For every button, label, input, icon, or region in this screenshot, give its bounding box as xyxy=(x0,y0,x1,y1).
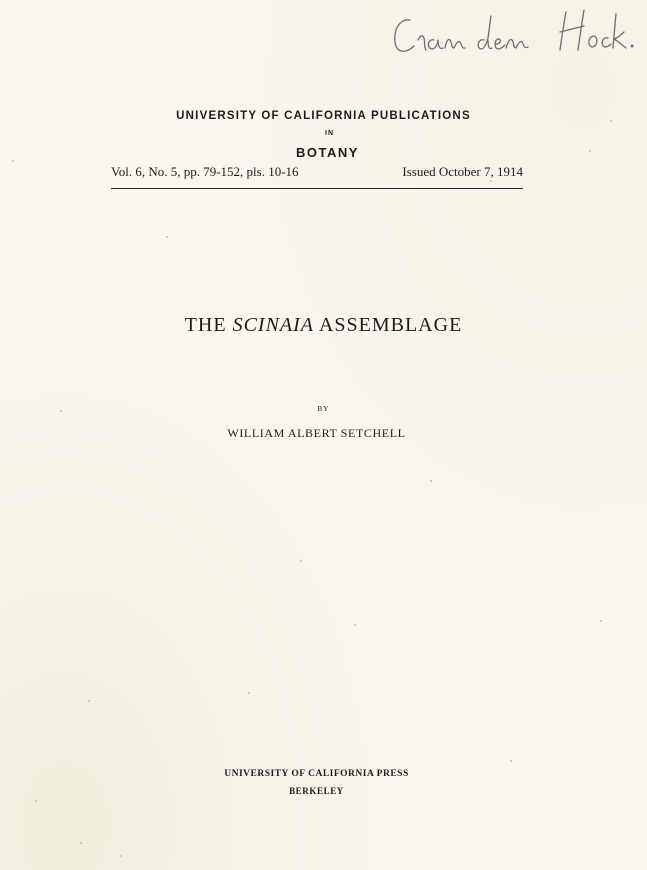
publisher: UNIVERSITY OF CALIFORNIA PRESS xyxy=(224,769,409,779)
paper-speck xyxy=(430,480,432,482)
paper-speck xyxy=(510,760,512,762)
paper-speck xyxy=(354,624,356,626)
paper-speck xyxy=(300,560,302,562)
series-title: UNIVERSITY OF CALIFORNIA PUBLICATIONS xyxy=(176,110,471,122)
title-prefix: THE xyxy=(184,314,227,336)
paper-speck xyxy=(120,855,122,857)
title-suffix: ASSEMBLAGE xyxy=(318,314,463,336)
paper-speck xyxy=(600,620,602,622)
series-in-label: IN xyxy=(325,130,334,137)
title-genus: SCINAIA xyxy=(232,314,315,336)
by-label: BY xyxy=(317,404,330,413)
paper-speck xyxy=(12,160,14,162)
paper-speck xyxy=(35,800,37,802)
paper-speck xyxy=(490,180,492,182)
author-name: WILLIAM ALBERT SETCHELL xyxy=(227,426,406,440)
paper-speck xyxy=(88,700,90,702)
paper-speck xyxy=(248,692,250,694)
header-rule xyxy=(111,188,523,189)
publisher-city: BERKELEY xyxy=(289,786,344,796)
handwritten-signature xyxy=(388,2,638,64)
paper-speck xyxy=(80,842,82,844)
main-title xyxy=(0,314,647,337)
paper-speck xyxy=(166,236,168,238)
volume-info: Vol. 6, No. 5, pp. 79-152, pls. 10-16 xyxy=(111,164,299,179)
series-subject: BOTANY xyxy=(296,145,359,160)
issued-date: Issued October 7, 1914 xyxy=(402,164,523,179)
